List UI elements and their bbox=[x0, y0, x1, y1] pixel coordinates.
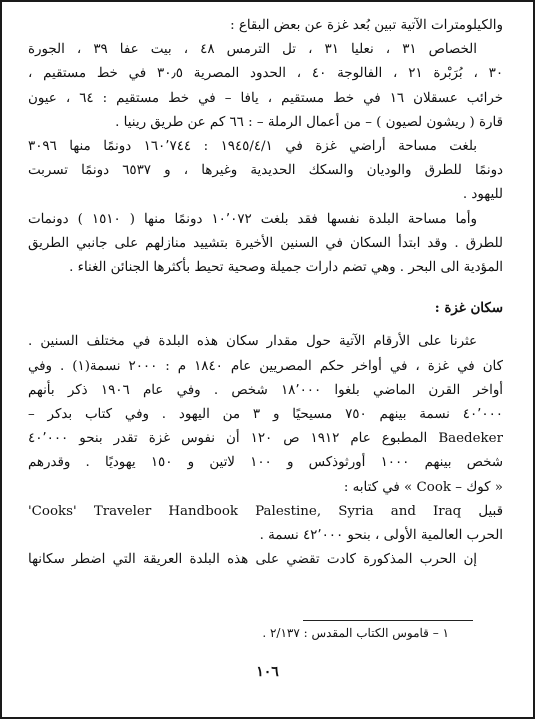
page-number: ١٠٦ bbox=[256, 664, 279, 680]
body-line: والكيلومترات الآتية تبين بُعد غزة عن بعض البقاع : bbox=[230, 18, 503, 33]
body-line: ٣٠ ، بُرَبْرة ٢١ ، الفالوجة ٤٠ ، الحدود المصرية ٣٠٫٥ في خط مستقيم ، bbox=[28, 66, 503, 82]
body-line: إن الحرب المذكورة كادت تقضي على هذه البلدة العريقة التي اضطر سكانها bbox=[28, 552, 477, 568]
body-line: المؤدية الى البحر . وهي تضم دارات جميلة وصحية تحيط بأكثرها الجنائن الغناء . bbox=[69, 260, 503, 276]
footnote-rule bbox=[303, 620, 473, 621]
body-line: بلغت مساحة أراضي غزة في ١٩٤٥/٤/١ : ١٦٠٬٧٤٤ دونمًا منها ٣٠٩٦ bbox=[28, 139, 477, 155]
body-line: كان في غزة ، في أواخر حكم المصريين عام ١٨٤٠ م : ٢٠٠٠ نسمة(١) . وفي bbox=[28, 358, 503, 374]
body-line: « كوك – Cook » في كتابه : bbox=[343, 479, 503, 495]
footnote: ١ – قاموس الكتاب المقدس : ٢/١٣٧ . bbox=[262, 626, 449, 640]
body-line: الخصاص ٣١ ، نعليا ٣١ ، تل الترمس ٤٨ ، بيت عفا ٣٩ ، الجورة bbox=[28, 42, 477, 58]
body-line: ٤٠٬٠٠٠ نسمة بينهم ٧٥٠ مسيحيًا و ٣ من اليهود . وفي كتاب بدكر – bbox=[28, 407, 503, 423]
body-line: عثرنا على الأرقام الآتية حول مقدار سكان هذه البلدة في مختلف السنين . bbox=[28, 334, 477, 350]
body-line: قبيل ‎'Cooks' Traveler Handbook Palestine, Syria and Iraq‎ bbox=[28, 503, 503, 519]
body-line: Baedeker المطبوع عام ١٩١٢ ص ١٢٠ أن نفوس غزة تقدر بنحو ٤٠٬٠٠٠ bbox=[28, 431, 503, 447]
body-line: للطرق . وقد ابتدأ السكان في السنين الأخيرة بتشييد منازلهم على جانبي الطريق bbox=[28, 235, 503, 251]
body-line: دونمًا للطرق والوديان والسكك الحديدية وغيرها ، و ٦٥٣٧ دونمًا تسربت bbox=[28, 163, 503, 179]
page-body bbox=[28, 14, 503, 572]
body-line: شخص بينهم ١٠٠٠ أورثوذكس و ١٠٠ لاتين و ١٥٠ يهوديًا . وقدرهم bbox=[28, 455, 503, 471]
body-line: خرائب عسقلان ١٦ في خط مستقيم ، يافا – في خط مستقيم : ٦٤ ، عيون bbox=[28, 90, 503, 106]
body-line: وأما مساحة البلدة نفسها فقد بلغت ١٠٬٠٧٢ دونمًا منها ( ١٥١٠ ) دونمات bbox=[28, 211, 477, 227]
body-line: قارة ( ريشون لصيون ) – من أعمال الرملة – : ٦٦ كم عن طريق رينيا . bbox=[115, 114, 503, 130]
body-line: لليهود . bbox=[462, 187, 503, 203]
section-heading: سكان غزة : bbox=[434, 300, 503, 317]
body-line: الحرب العالمية الأولى ، بنحو ٤٢٬٠٠٠ نسمة . bbox=[259, 528, 503, 544]
body-line: أواخر القرن الماضي بلغوا ١٨٬٠٠٠ شخص . وفي عام ١٩٠٦ ذكر بأنهم bbox=[28, 382, 503, 398]
